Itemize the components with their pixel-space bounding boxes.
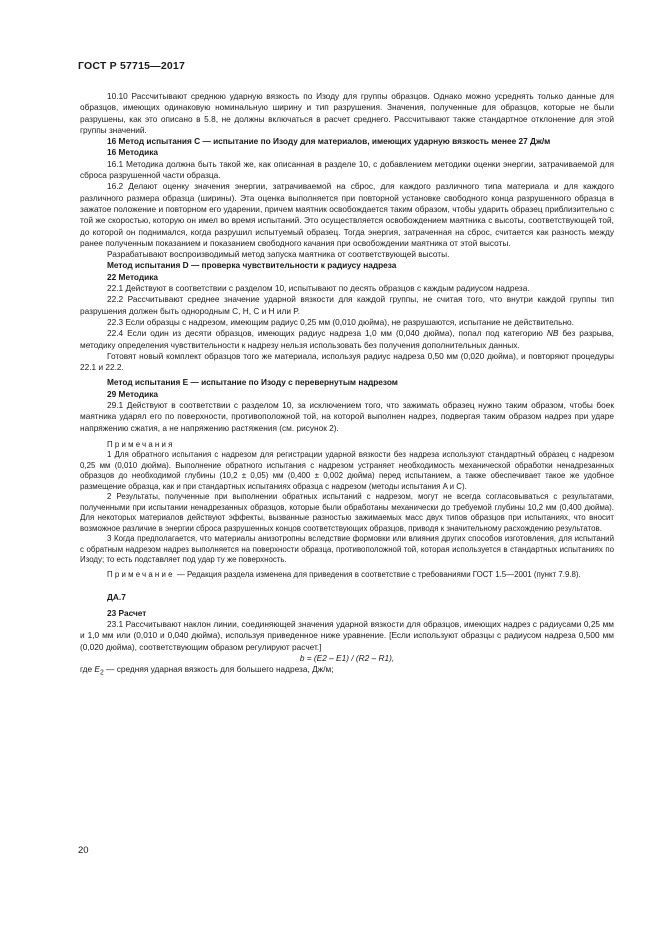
paragraph-10-10: 10.10 Рассчитывают среднюю ударную вязкость по Изоду для группы образцов. Однако можно усреднять только данные для образцов, имеющих одинаковую номинальную ширину и тип разрушения. Значения, полученные для образцов, которые не были разрушены, как это описано в 5.8, не должны включаться в расчет среднего. Рассчитывают также стандартное отклонение для этой группы значений. (80, 91, 614, 135)
paragraph-prepare: Готовят новый комплект образцов того же материала, используя радиус надреза 0,50 мм (0,020 дюйма), и повторяют процедуры 22.1 и 22.2. (80, 350, 614, 373)
paragraph-22-3: 22.3 Если образцы с надрезом, имеющим радиус 0,25 мм (0,010 дюйма), не разрушаются, испытание не действительно. (107, 316, 574, 327)
p22-4-post: без разрыва, методику определения чувствительности к надрезу нельзя использовать без получения дополнительных данных. (80, 328, 614, 350)
note-3: 3 Когда предполагается, что материалы анизотропны вследствие формовки или влияния других способов изготовления, для испытаний с обратным надрезом надрез выполняется на поверхности образца, противоположной той, которая используется в стандартных испытаниях по Изоду; то есть подставляет под удар ту же поверхность. (80, 534, 614, 565)
p22-4-nb: NB (546, 328, 559, 339)
paragraph-16-2: 16.2 Делают оценку значения энергии, затрачиваемой на сброс, для каждого различного типа материала и для каждого различного размера образца (ширины). Эта оценка выполняется при повторной установке свободного конца разрушенного образца в зажатое положение и повторном его ударении, причем маятник освобождается таким образом, чтобы ударить образец приблизительно с той же скоростью, которую он имел во время испытаний. Это осуществляется освобождением маятника с высоты, соответствующей той, до которой он поднимался, когда разрушил испытуемый образец. Тогда энергия, затраченная на сброс, считается как разность между ранее полученным показанием и показанием свободного качания при освобождении маятника от этой высоты. (80, 181, 614, 248)
paragraph-23-1: 23.1 Рассчитывают наклон линии, соединяющей значения ударной вязкости для образцов, имеющих надрез с радиусами 0,25 мм и 1,0 мм или (0,010 и 0,040 дюйма), используя приведенное ниже уравнение. [Если используют образцы с радиусом надреза 0,500 мм (0,020 дюйма), соответствующим образом регулируют расчет.] (80, 619, 614, 652)
where-post: — средняя ударная вязкость для большего надреза, Дж/м; (103, 664, 334, 675)
where-subscript: 2 (99, 669, 104, 677)
heading-da7: ДА.7 (107, 592, 126, 603)
heading-29-method: 29 Методика (107, 388, 158, 399)
paragraph-22-4 (80, 328, 614, 351)
heading-method-d: Метод испытания D — проверка чувствительности к радиусу надреза (107, 260, 397, 271)
editorial-note (80, 570, 614, 581)
formula-where (80, 664, 614, 679)
editorial-note-text: — Редакция раздела изменена для приведения в соответствие с требованиями ГОСТ 1.5—2001 (пункт 7.9.8). (174, 569, 581, 579)
paragraph-16-1: 16.1 Методика должна быть такой же, как описанная в разделе 10, с добавлением методики оценки энергии, затрачиваемой для сброса разрушенной части образца. (80, 158, 614, 181)
where-symbol: E (94, 664, 100, 675)
paragraph-29-1: 29.1 Действуют в соответствии с разделом 10, за исключением того, что зажимать образец нужно таким образом, чтобы боек маятника ударял его по поверхности, противоположной той, на которой выполнен надрез, подвергая таким образом надрез при ударе напряжению сжатия, а не напряжению растяжения (см. рисунок 2). (80, 400, 614, 433)
document-body (80, 91, 614, 679)
heading-23-calc: 23 Расчет (107, 607, 147, 618)
notes-block (80, 440, 614, 581)
where-pre: где (80, 664, 95, 675)
note-2: 2 Результаты, полученные при выполнении обратных испытаний с надрезом, могут не всегда согласовываться с результатами, полученными при испытании ненадрезанных образцов, которые были обработаны механически до требуемой глубины 10,2 мм (0,400 дюйма). Для некоторых материалов действуют эффекты, вызванные разностью зажимаемых масс двух типов образцов при испытаниях, что вносит возможное различие в энергии сброса разрушенных концов соответствующих образцов, приводя к значительному расхождению результатов. (80, 492, 614, 533)
paragraph-reproducible: Разрабатывают воспроизводимый метод запуска маятника от соответствующей высоты. (107, 249, 450, 260)
heading-method-c: 16 Метод испытания C — испытание по Изоду для материалов, имеющих ударную вязкость менее 27 Дж/м (107, 136, 551, 147)
paragraph-22-2: 22.2 Рассчитывают среднее значение ударной вязкости для каждой группы, не считая того, что внутри каждой группы тип разрушения должен быть однородным C, H, C и H или P. (80, 294, 614, 316)
p22-4-pre: 22.4 Если один из десяти образцов, имеющих радиус надреза 1,0 мм (0,040 дюйма), попал под категорию (107, 328, 547, 339)
editorial-note-label: Примечание (107, 569, 175, 579)
notes-title: Примечания (107, 439, 175, 449)
note-1: 1 Для обратного испытания с надрезом для регистрации ударной вязкости без надреза используют стандартный образец с надрезом 0,25 мм (0,010 дюйма). Выполнение обратного испытания с надрезом устраняет необходимость механической обработки ненадрезанных образцов до необходимой глубины (10,2 ± 0,05) мм (0,400 ± 0,002 дюйма) перед испытанием, а также обеспечивает такое же удобное размещение образца, как и при стандартных испытаниях образца с надрезом (методы испытания A и C). (80, 450, 614, 491)
paragraph-22-1: 22.1 Действуют в соответствии с разделом 10, испытывают по десять образцов с каждым радиусом надреза. (107, 283, 530, 294)
standard-header: ГОСТ Р 57715—2017 (78, 60, 186, 72)
heading-22-method: 22 Методика (107, 271, 158, 282)
heading-16-method: 16 Методика (107, 147, 158, 158)
page-number: 20 (78, 845, 89, 856)
formula-slope: b = (E2 – E1) / (R2 – R1), (299, 652, 395, 663)
heading-method-e: Метод испытания E — испытание по Изоду с перевернутым надрезом (107, 377, 398, 388)
